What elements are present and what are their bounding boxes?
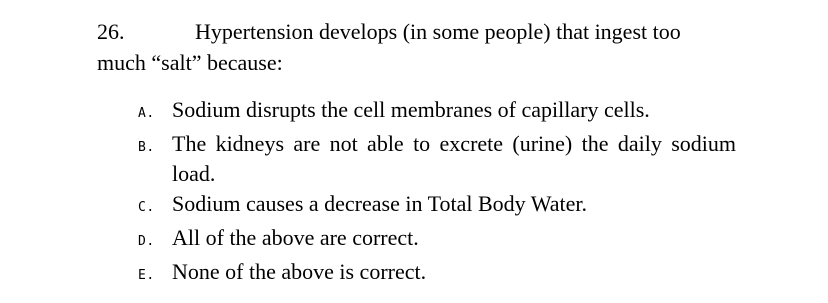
choice-text: The kidneys are not able to excrete (urine) the daily sodium load. bbox=[172, 131, 736, 186]
question-first-line bbox=[97, 16, 797, 47]
choice-a bbox=[136, 95, 736, 129]
question-stem bbox=[97, 16, 797, 78]
choice-letter: D. bbox=[138, 234, 155, 249]
choice-letter: C. bbox=[138, 200, 155, 215]
choice-d bbox=[136, 223, 736, 257]
question-number: 26. bbox=[97, 19, 125, 44]
question-text-line2: much “salt” because: bbox=[97, 50, 283, 75]
choice-b bbox=[136, 129, 736, 189]
choice-text: Sodium causes a decrease in Total Body Water. bbox=[172, 191, 587, 216]
answer-choices bbox=[136, 95, 736, 291]
choice-e bbox=[136, 257, 736, 291]
choice-letter: E. bbox=[138, 268, 155, 283]
choice-text: None of the above is correct. bbox=[172, 259, 427, 284]
question-text-line1: Hypertension develops (in some people) that ingest too bbox=[195, 19, 681, 44]
choice-c bbox=[136, 189, 736, 223]
choice-letter: A. bbox=[138, 106, 155, 121]
choice-text: Sodium disrupts the cell membranes of capillary cells. bbox=[172, 97, 650, 122]
choice-text: All of the above are correct. bbox=[172, 225, 419, 250]
choice-letter: B. bbox=[138, 140, 155, 155]
